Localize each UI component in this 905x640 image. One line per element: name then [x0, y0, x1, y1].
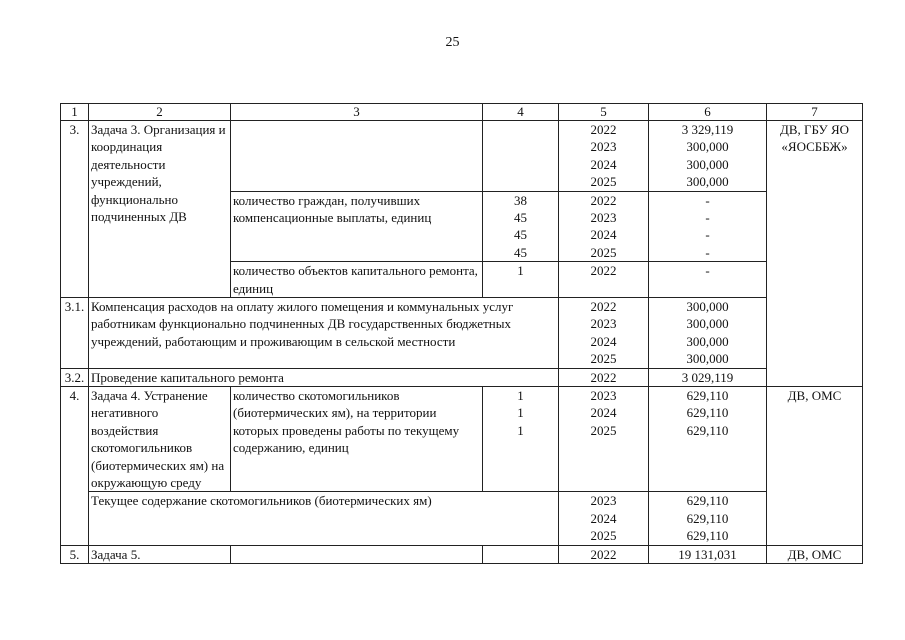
- year: 2025: [590, 528, 617, 544]
- amount: 300,000: [686, 298, 729, 314]
- amount: 629,110: [686, 528, 729, 544]
- year: 2022: [559, 545, 649, 563]
- executor-cell: ДВ, ГБУ ЯО «ЯОСББЖ»: [767, 121, 863, 387]
- year: 2022: [590, 298, 617, 314]
- amount: 300,000: [686, 316, 729, 332]
- amount: 300,000: [686, 333, 729, 349]
- task-cell: Задача 5.: [89, 545, 231, 563]
- years-cell: [559, 191, 649, 262]
- indicator-value: 45: [514, 209, 527, 225]
- indicator-value: 45: [514, 227, 527, 243]
- executor-cell: ДВ, ОМС: [767, 386, 863, 545]
- years-cell: [559, 297, 649, 368]
- measure-cell: Текущее содержание скотомогильников (биотермических ям): [89, 492, 559, 545]
- row-number: 3.2.: [61, 368, 89, 386]
- year: 2025: [590, 244, 617, 260]
- year: 2025: [590, 422, 617, 438]
- header-cell: 1: [61, 104, 89, 121]
- indicator-value: 45: [514, 244, 527, 260]
- header-cell: 3: [231, 104, 483, 121]
- amount: 629,110: [686, 387, 729, 403]
- header-cell: 7: [767, 104, 863, 121]
- indicator-cell: количество граждан, получивших компенсационные выплаты, единиц: [231, 191, 483, 262]
- indicator-value: 1: [517, 422, 524, 438]
- year: 2025: [590, 351, 617, 367]
- year: 2022: [590, 122, 617, 137]
- table-row: [61, 386, 863, 491]
- table-row: [61, 368, 863, 386]
- year: 2024: [590, 227, 617, 243]
- amounts-cell: [649, 121, 767, 192]
- indicator-values: [483, 386, 559, 491]
- amount: 300,000: [686, 351, 729, 367]
- amount: 300,000: [686, 139, 729, 155]
- measure-cell: Проведение капитального ремонта: [89, 368, 559, 386]
- year: 2024: [590, 156, 617, 172]
- year: 2022: [559, 368, 649, 386]
- year: 2022: [590, 192, 617, 208]
- year: 2022: [559, 262, 649, 298]
- amount: -: [649, 262, 767, 298]
- years-cell: [559, 386, 649, 491]
- indicator-value: 1: [517, 387, 524, 403]
- amounts-cell: [649, 386, 767, 491]
- amounts-cell: [649, 297, 767, 368]
- indicator-value: 38: [514, 192, 527, 208]
- indicator-cell-empty: [231, 545, 483, 563]
- header-cell: 6: [649, 104, 767, 121]
- row-number: 3.: [61, 121, 89, 298]
- amount: -: [705, 227, 710, 243]
- year: 2023: [590, 493, 617, 509]
- row-number: 4.: [61, 386, 89, 545]
- year: 2023: [590, 316, 617, 332]
- amounts-cell: [649, 492, 767, 545]
- task-cell: Задача 4. Устранение негативного воздействия скотомогильников (биотермических ям) на окружающую среду: [89, 386, 231, 491]
- amount: -: [705, 192, 710, 208]
- year: 2024: [590, 405, 617, 421]
- table-row: [61, 121, 863, 192]
- amount: 629,110: [686, 405, 729, 421]
- value-cell-empty: [483, 121, 559, 192]
- table-header-row: [61, 104, 863, 121]
- years-cell: [559, 492, 649, 545]
- amount: 629,110: [686, 493, 729, 509]
- indicator-cell: количество скотомогильников (биотермических ям), на территории которых проведены работы по текущему содержанию, единиц: [231, 386, 483, 491]
- amount: 629,110: [686, 422, 729, 438]
- table-row: [61, 297, 863, 368]
- indicator-cell: количество объектов капитального ремонта, единиц: [231, 262, 483, 298]
- amount: -: [705, 244, 710, 260]
- table-row: [61, 545, 863, 563]
- indicator-value: 1: [517, 405, 524, 421]
- amount: 629,110: [686, 510, 729, 526]
- year: 2023: [590, 209, 617, 225]
- measure-cell: Компенсация расходов на оплату жилого помещения и коммунальных услуг работникам функционально подчиненных ДВ государственных бюджетных учреждений, работающим и проживающим в сельской местности: [89, 297, 559, 368]
- years-cell: [559, 121, 649, 192]
- year: 2024: [590, 510, 617, 526]
- row-number: 5.: [61, 545, 89, 563]
- page-number: 25: [445, 35, 460, 50]
- amount: 300,000: [686, 174, 729, 190]
- year: 2024: [590, 333, 617, 349]
- amount: 3 329,119: [681, 122, 734, 137]
- indicator-values: [483, 191, 559, 262]
- header-cell: 4: [483, 104, 559, 121]
- header-cell: 2: [89, 104, 231, 121]
- year: 2023: [590, 387, 617, 403]
- indicator-value: 1: [483, 262, 559, 298]
- row-number: 3.1.: [61, 297, 89, 368]
- amount: 3 029,119: [649, 368, 767, 386]
- year: 2023: [590, 139, 617, 155]
- table-row: [61, 492, 863, 545]
- indicator-cell-empty: [231, 121, 483, 192]
- amount: 19 131,031: [649, 545, 767, 563]
- amount: 300,000: [686, 156, 729, 172]
- year: 2025: [590, 174, 617, 190]
- program-table: [60, 103, 863, 564]
- amounts-cell: [649, 191, 767, 262]
- task-cell: Задача 3. Организация и координация деятельности учреждений, функционально подчиненных ДВ: [89, 121, 231, 298]
- header-cell: 5: [559, 104, 649, 121]
- value-cell-empty: [483, 545, 559, 563]
- amount: -: [705, 209, 710, 225]
- executor-cell: ДВ, ОМС: [767, 545, 863, 563]
